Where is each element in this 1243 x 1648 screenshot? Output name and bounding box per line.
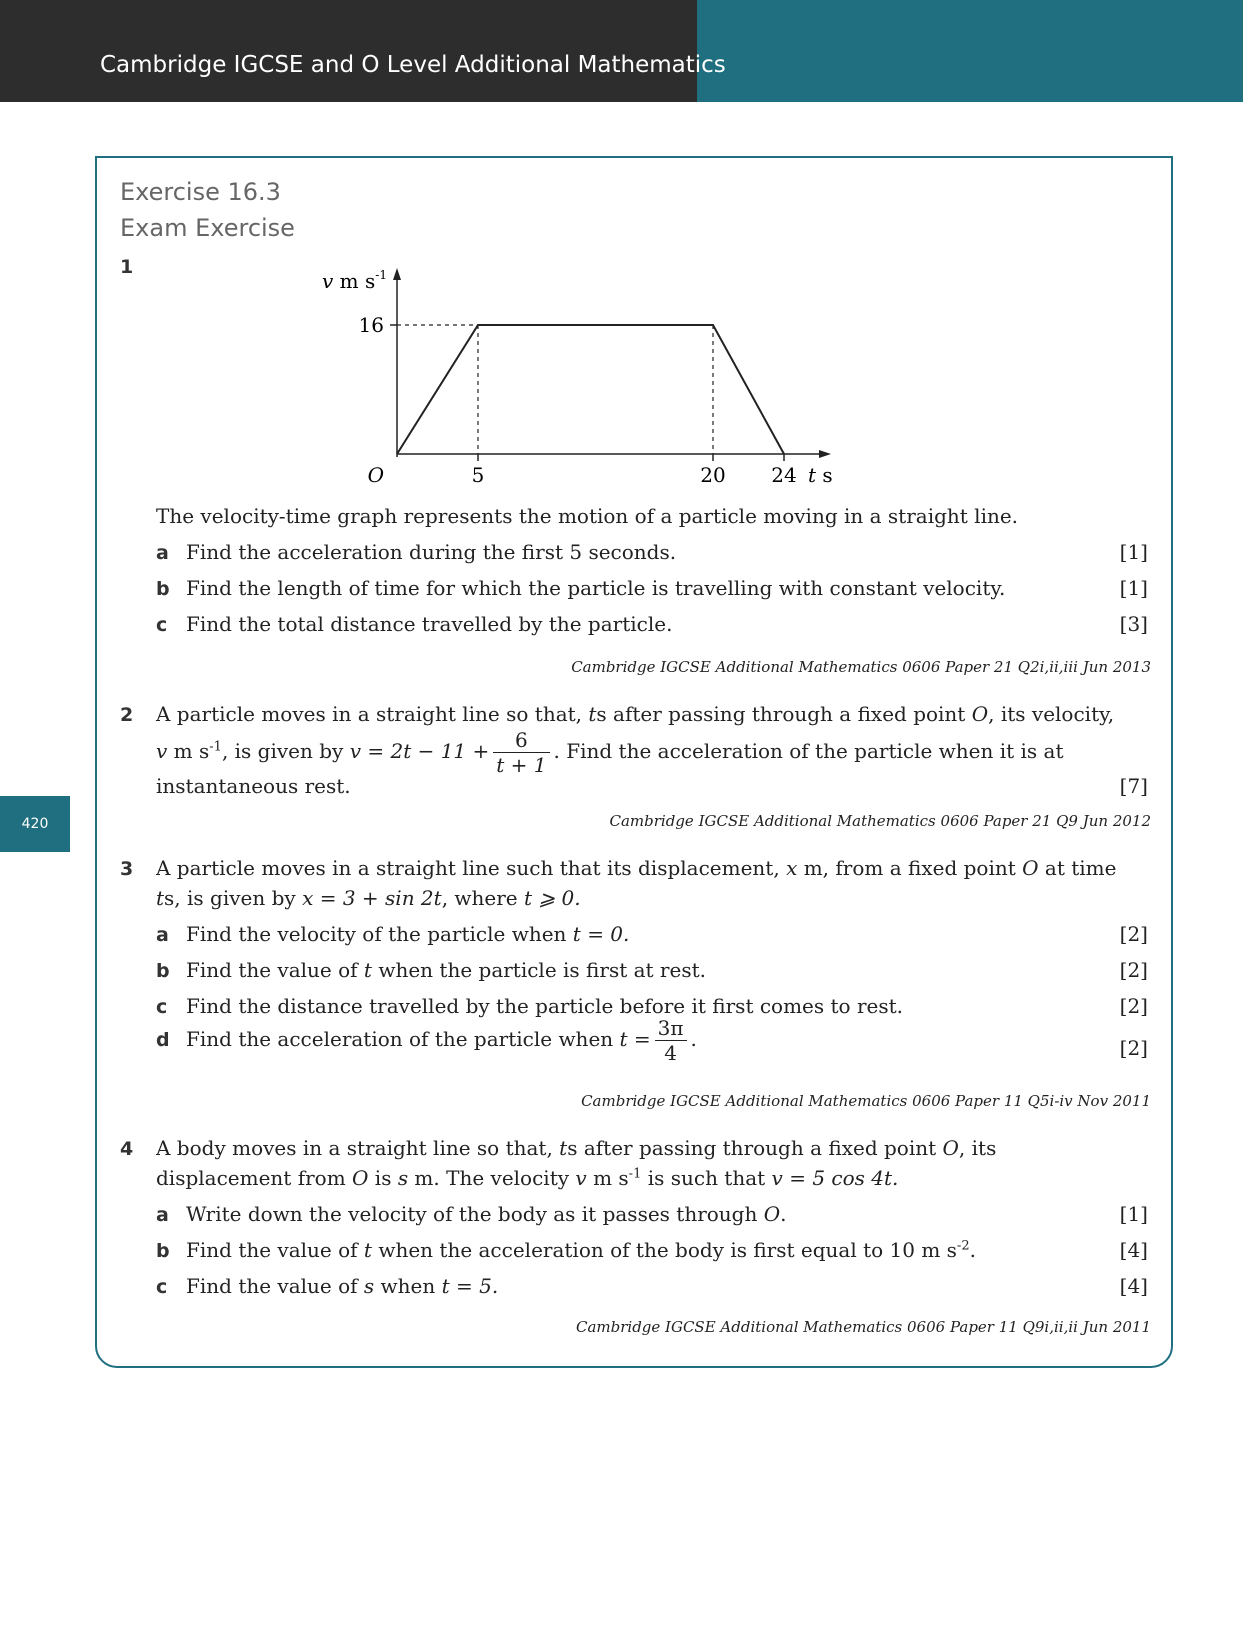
q3-part-a-marks: [2] <box>1119 922 1148 946</box>
q4-part-a: a Write down the velocity of the body as it passes through O. <box>156 1202 787 1226</box>
q4-part-c: c Find the value of s when t = 5. <box>156 1274 499 1298</box>
velocity-time-graph <box>300 262 860 492</box>
q2-marks: [7] <box>1119 774 1148 798</box>
x-axis-arrow <box>819 450 831 458</box>
x-tick-label-20: 20 <box>700 463 726 487</box>
q1-part-c: c Find the total distance travelled by the particle. <box>156 612 673 636</box>
x-tick-label-24: 24 <box>771 463 797 487</box>
origin-label: O <box>367 463 384 487</box>
q1-part-c-marks: [3] <box>1119 612 1148 636</box>
y-label: v m $s^{-1}$ <box>322 268 387 293</box>
question-number: 2 <box>120 704 134 726</box>
question-number: 3 <box>120 858 134 880</box>
q1-source: Cambridge IGCSE Additional Mathematics 0606 Paper 21 Q2i,ii,iii Jun 2013 <box>571 658 1151 676</box>
q4-part-a-marks: [1] <box>1119 1202 1148 1226</box>
q3-part-d: d Find the acceleration of the particle when t = $\frac{3\pi}{4}$ . <box>156 1016 697 1065</box>
q1-part-b: b Find the length of time for which the particle is travelling with constant velocity. <box>156 576 1006 600</box>
q2-line1: A particle moves in a straight line so that, ts after passing through a fixed point O, its velocity, <box>156 702 1115 726</box>
q3-source: Cambridge IGCSE Additional Mathematics 0606 Paper 11 Q5i-iv Nov 2011 <box>581 1092 1151 1110</box>
book-title: Cambridge IGCSE and O Level Additional Mathematics <box>100 52 726 78</box>
q2-source: Cambridge IGCSE Additional Mathematics 0606 Paper 21 Q9 Jun 2012 <box>609 812 1151 830</box>
exercise-subtitle: Exam Exercise <box>120 214 295 242</box>
q4-line1: A body moves in a straight line so that, ts after passing through a fixed point O, its <box>156 1136 997 1160</box>
question-number: 4 <box>120 1138 134 1160</box>
q2-line3: instantaneous rest. <box>156 774 351 798</box>
q1-part-a: a Find the acceleration during the first 5 seconds. <box>156 540 677 564</box>
page-number: 420 <box>0 796 70 852</box>
q4-part-b-marks: [4] <box>1119 1238 1148 1262</box>
q3-line1: A particle moves in a straight line such that its displacement, x m, from a fixed point O at time <box>156 856 1117 880</box>
q3-part-c: c Find the distance travelled by the particle before it first comes to rest. <box>156 994 903 1018</box>
q2-fraction: $\frac{6}{t + 1}$ <box>493 728 549 777</box>
question-number: 1 <box>120 256 134 278</box>
q3-line2: ts, is given by x = 3 + sin 2t, where t ⩾ 0. <box>156 886 581 910</box>
q4-part-b: b Find the value of t when the acceleration of the body is first equal to 10 m $s^{-2}$. <box>156 1238 976 1262</box>
q3-fraction: $\frac{3\pi}{4}$ <box>655 1016 687 1065</box>
velocity-line <box>397 325 784 454</box>
q1-stem: The velocity-time graph represents the motion of a particle moving in a straight line. <box>156 504 1019 528</box>
header-bar <box>0 0 697 102</box>
q3-part-b: b Find the value of t when the particle is first at rest. <box>156 958 706 982</box>
q1-part-b-marks: [1] <box>1119 576 1148 600</box>
q1-part-a-marks: [1] <box>1119 540 1148 564</box>
q4-line2: displacement from O is s m. The velocity v m $s^{-1}$ is such that v = 5 cos 4t. <box>156 1166 899 1190</box>
header-accent <box>697 0 1243 102</box>
q3-part-c-marks: [2] <box>1119 994 1148 1018</box>
q3-part-d-marks: [2] <box>1119 1036 1148 1060</box>
q2-line2: v m $s^{-1}$, is given by v = 2t − 11 + $\frac{6}{t + 1}$ . Find the acceleration of the particle when it is at <box>156 728 1064 777</box>
q4-part-c-marks: [4] <box>1119 1274 1148 1298</box>
q4-source: Cambridge IGCSE Additional Mathematics 0606 Paper 11 Q9i,ii,ii Jun 2011 <box>575 1318 1151 1336</box>
q3-part-a: a Find the velocity of the particle when t = 0. <box>156 922 630 946</box>
q3-part-b-marks: [2] <box>1119 958 1148 982</box>
exercise-title: Exercise 16.3 <box>120 178 281 206</box>
x-label: t s <box>808 463 833 487</box>
x-tick-label-5: 5 <box>471 463 485 487</box>
y-axis-arrow <box>393 268 401 280</box>
y-tick-label: 16 <box>358 313 384 337</box>
